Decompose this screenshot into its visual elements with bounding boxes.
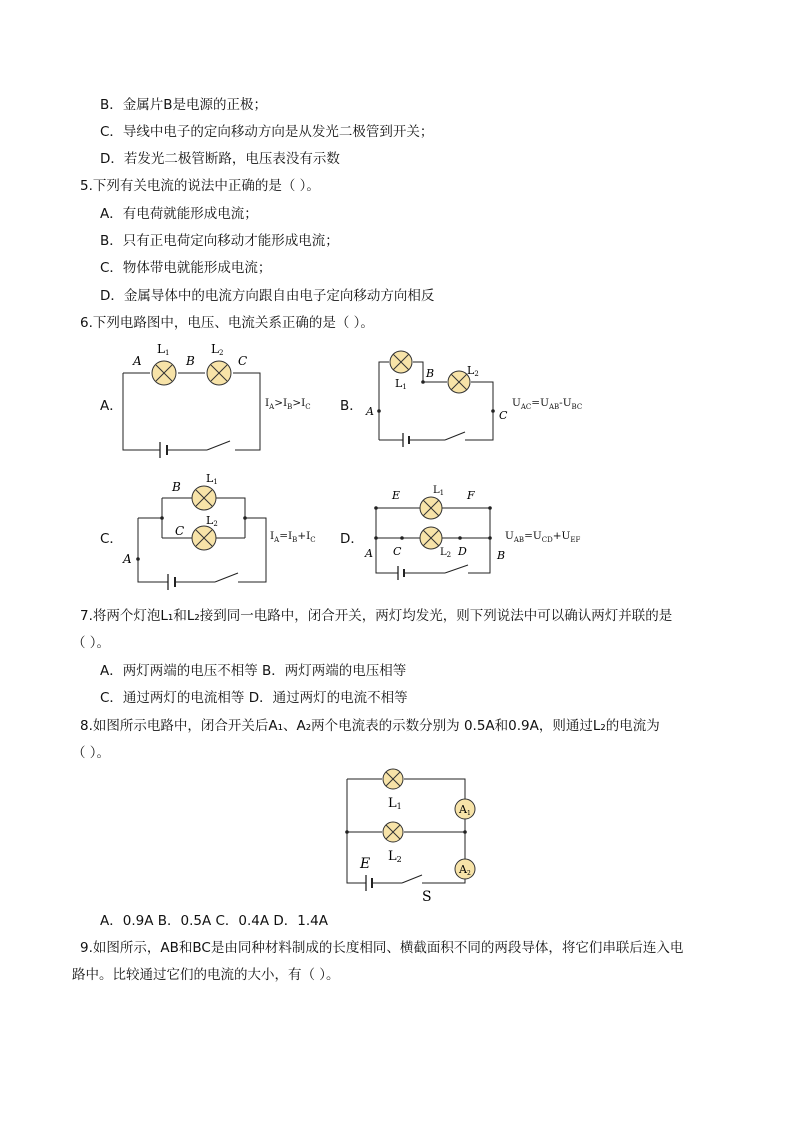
lamp-l2-label: L2 [211, 342, 224, 357]
svg-text:A1: A1 [459, 803, 471, 817]
option-c-q5: C．物体带电就能形成电流； [100, 260, 272, 276]
point-a-label: A [366, 405, 374, 418]
question-8-cont: （ ）。 [72, 745, 111, 761]
formula-b: $U_{AC}=U_{AB}-U_{BC}$ [512, 397, 583, 412]
question-7: 7.将两个灯泡L₁和L₂接到同一电路中，闭合开关，两灯均发光，则下列说法中可以确认两灯并联的是 [80, 608, 673, 624]
point-b-label: B [426, 367, 435, 380]
option-d-q4: D．若发光二极管断路，电压表没有示数 [100, 151, 340, 167]
point-f-label: F [467, 489, 475, 502]
question-6: 6.下列电路图中，电压、电流关系正确的是（ ）。 [80, 315, 374, 331]
lamp-l2-label: $L_2$ [440, 547, 452, 559]
lamp-l2-icon [420, 527, 442, 549]
question-9: 9.如图所示，AB和BC是由同种材料制成的长度相同、横截面积不同的两段导体，将它们串联后连入电 [80, 940, 684, 956]
point-b-label: B [186, 354, 195, 368]
option-c-q4: C．导线中电子的定向移动方向是从发光二极管到开关； [100, 124, 434, 140]
options-q7-row2: C．通过两灯的电流相等 D．通过两灯的电流不相等 [100, 690, 408, 706]
question-5: 5.下列有关电流的说法中正确的是（ ）。 [80, 178, 320, 194]
lamp-l2-label: L2 [206, 514, 218, 528]
formula-d: $U_{AB}=U_{CD}+U_{EF}$ [505, 530, 581, 545]
lamp-l2-icon [192, 526, 216, 550]
options-q8: A．0.9A B．0.5A C．0.4A D．1.4A [100, 913, 329, 929]
option-c-label: C． [100, 531, 123, 547]
lamp-l2-label: L2 [388, 849, 402, 864]
question-7-cont: （ ）。 [72, 635, 111, 651]
lamp-l2-icon [207, 361, 231, 385]
lamp-l1-label: L1 [157, 342, 170, 357]
point-a-label: A [123, 552, 132, 566]
lamp-l1-icon [390, 351, 412, 373]
svg-text:A2: A2 [459, 863, 471, 877]
options-q7-row1: A．两灯两端的电压不相等 B．两灯两端的电压相等 [100, 663, 407, 679]
question-9-cont: 路中。比较通过它们的电流的大小，有（ ）。 [72, 967, 340, 983]
point-d-label: D [458, 545, 467, 558]
point-e-label: E [392, 489, 401, 502]
point-a-label: A [133, 354, 142, 368]
lamp-l1-icon [192, 486, 216, 510]
point-b-label: B [172, 480, 181, 494]
lamp-l1-label: $L_1$ [433, 485, 445, 497]
option-a-label: A． [100, 398, 123, 414]
lamp-l1-label: L1 [206, 472, 218, 486]
ammeter-a2-icon [455, 859, 475, 879]
lamp-l1-icon [420, 497, 442, 519]
point-c-label: C [238, 354, 248, 368]
battery-e-label: E [360, 856, 371, 872]
point-c-label: C [175, 524, 185, 538]
point-c-label: C [499, 409, 508, 422]
ammeter-a2-label: A [459, 863, 467, 876]
point-c-label: C [393, 545, 402, 558]
ammeter-a1-icon [455, 799, 475, 819]
ammeter-a1-label: A [459, 803, 467, 816]
lamp-l1-icon [383, 769, 403, 789]
switch-s-label: S [422, 889, 432, 905]
lamp-l1-label: L1 [395, 377, 407, 391]
option-b-q5: B．只有正电荷定向移动才能形成电流； [100, 233, 339, 249]
option-b-q4: B．金属片B是电源的正极； [100, 97, 268, 113]
lamp-l1-label: L1 [388, 796, 402, 811]
circuit-8-diagram [340, 765, 490, 910]
lamp-l2-icon [383, 822, 403, 842]
formula-a: $I_A>I_B>I_C$ [265, 397, 311, 412]
lamp-l2-label: L2 [467, 364, 479, 378]
point-b-label: B [497, 549, 506, 562]
question-8: 8.如图所示电路中，闭合开关后A₁、A₂两个电流表的示数分别为 0.5A和0.9A，则通过L₂的电流为 [80, 718, 660, 734]
formula-c: $I_A=I_B+I_C$ [270, 530, 316, 545]
point-a-label: A [365, 547, 373, 560]
option-d-label: D． [340, 531, 364, 547]
option-d-q5: D．金属导体中的电流方向跟自由电子定向移动方向相反 [100, 288, 435, 304]
option-b-label: B． [340, 398, 363, 414]
lamp-l1-icon [152, 361, 176, 385]
option-a-q5: A．有电荷就能形成电流； [100, 206, 258, 222]
